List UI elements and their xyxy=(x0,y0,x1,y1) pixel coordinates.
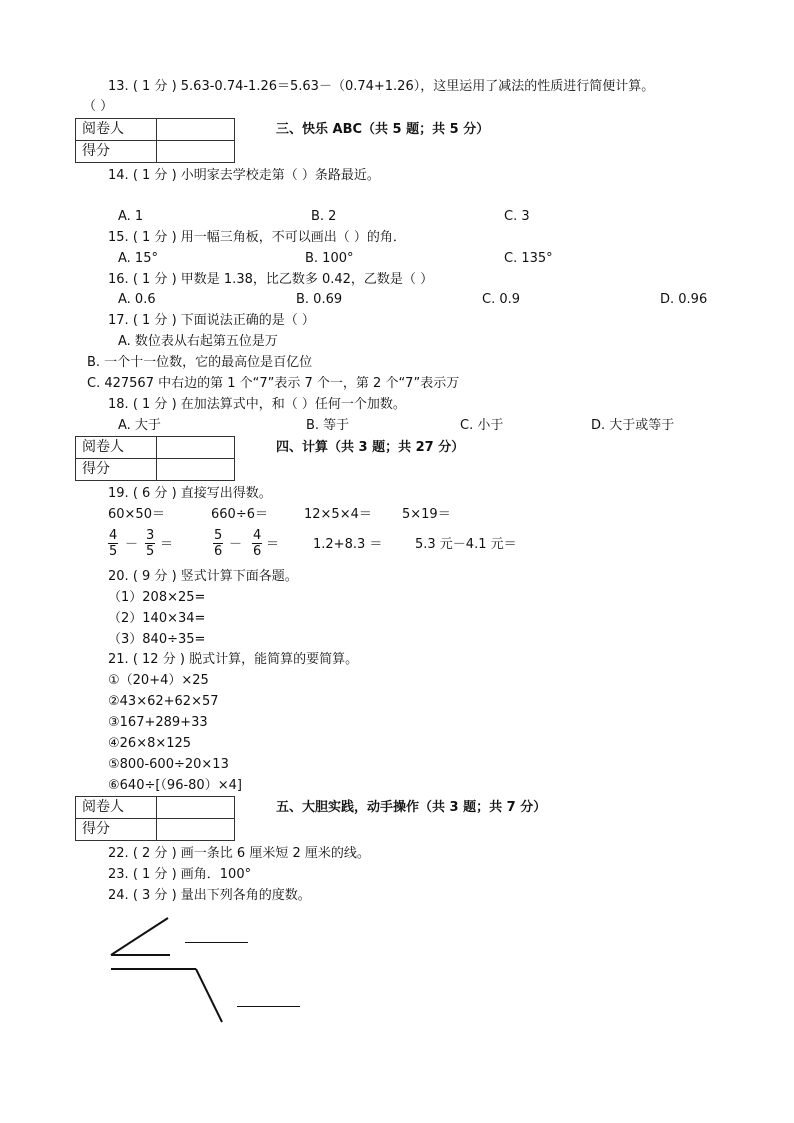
question-18 xyxy=(108,396,406,414)
option-c: C. 427567 中右边的第 1 个“7”表示 7 个一，第 2 个“7”表示万 xyxy=(87,376,460,391)
question-text: 小明家去学校走第（ ）条路最近。 xyxy=(180,168,380,183)
grader-table xyxy=(75,436,235,481)
question-17 xyxy=(108,312,315,330)
calc-item: 660÷6＝ xyxy=(211,507,268,522)
calc-item: ①（20+4）×25 xyxy=(108,673,209,688)
calc-item: ⑤800-600÷20×13 xyxy=(108,757,229,772)
reviewer-label: 阅卷人 xyxy=(76,437,157,459)
score-label: 得分 xyxy=(76,141,157,163)
calc-item: 5×19＝ xyxy=(402,507,451,522)
question-number: 22. xyxy=(108,846,129,861)
question-number: 19. xyxy=(108,486,129,501)
question-score: ( 1 分 ) xyxy=(132,168,177,183)
question-13 xyxy=(108,78,654,96)
question-text: 量出下列各角的度数。 xyxy=(180,888,311,903)
question-score: ( 3 分 ) xyxy=(132,888,177,903)
denominator: 5 xyxy=(146,544,155,559)
reviewer-field[interactable] xyxy=(157,119,235,141)
question-15 xyxy=(108,229,406,247)
question-number: 24. xyxy=(108,888,129,903)
question-14 xyxy=(108,167,380,185)
question-score: ( 1 分 ) xyxy=(132,313,177,328)
equals-sign: ＝ xyxy=(160,537,174,552)
section-title: 三、快乐 ABC（共 5 题；共 5 分） xyxy=(276,122,490,137)
option-d: D. 0.96 xyxy=(660,292,708,307)
fraction xyxy=(108,528,118,559)
question-text: 下面说法正确的是（ ） xyxy=(180,313,315,328)
question-19 xyxy=(108,485,272,503)
question-score: ( 1 分 ) xyxy=(132,867,177,882)
question-text: 直接写出得数。 xyxy=(180,486,272,501)
option-b: B. 等于 xyxy=(306,418,350,433)
question-number: 14. xyxy=(108,168,129,183)
question-text: 画角．100° xyxy=(180,867,252,882)
denominator: 5 xyxy=(109,544,118,559)
calc-item: 12×5×4＝ xyxy=(304,507,372,522)
question-number: 13. xyxy=(108,79,129,94)
answer-blank[interactable] xyxy=(185,942,248,943)
question-text: 用一幅三角板，不可以画出（ ）的角． xyxy=(180,230,406,245)
option-d: D. 大于或等于 xyxy=(591,418,675,433)
question-score: ( 6 分 ) xyxy=(132,486,177,501)
question-number: 17. xyxy=(108,313,129,328)
score-label: 得分 xyxy=(76,819,157,841)
reviewer-label: 阅卷人 xyxy=(76,797,157,819)
question-score: ( 1 分 ) xyxy=(132,397,177,412)
option-a: A. 15° xyxy=(118,251,158,266)
question-score: ( 12 分 ) xyxy=(132,652,185,667)
question-21 xyxy=(108,651,358,669)
calc-item: 1.2+8.3 ＝ xyxy=(313,537,383,552)
option-a: A. 数位表从右起第五位是万 xyxy=(118,334,278,349)
section-title: 四、计算（共 3 题；共 27 分） xyxy=(276,440,465,455)
score-field[interactable] xyxy=(157,459,235,481)
score-label: 得分 xyxy=(76,459,157,481)
option-c: C. 3 xyxy=(504,209,530,224)
fraction xyxy=(213,528,223,559)
question-20 xyxy=(108,568,298,586)
option-c: C. 小于 xyxy=(460,418,504,433)
question-text: 脱式计算，能简算的要简算。 xyxy=(189,652,359,667)
fraction xyxy=(145,528,155,559)
equals-sign: ＝ xyxy=(266,537,280,552)
question-16 xyxy=(108,271,433,289)
section-title: 五、大胆实践，动手操作（共 3 题；共 7 分） xyxy=(276,800,547,815)
option-a: A. 1 xyxy=(118,209,144,224)
question-text: 画一条比 6 厘米短 2 厘米的线。 xyxy=(180,846,370,861)
option-a: A. 0.6 xyxy=(118,292,156,307)
angle-figures xyxy=(100,910,320,1030)
calc-item: （1）208×25= xyxy=(108,590,206,605)
question-text: 甲数是 1.38，比乙数多 0.42，乙数是（ ） xyxy=(180,272,434,287)
calc-item: （2）140×34= xyxy=(108,611,206,626)
question-text: 竖式计算下面各题。 xyxy=(180,569,298,584)
question-number: 23. xyxy=(108,867,129,882)
numerator: 4 xyxy=(253,528,262,543)
calc-item: ③167+289+33 xyxy=(108,715,208,730)
calc-item: （3）840÷35= xyxy=(108,632,206,647)
option-c: C. 135° xyxy=(504,251,553,266)
question-score: ( 2 分 ) xyxy=(132,846,177,861)
question-text: 5.63-0.74-1.26＝5.63－（0.74+1.26），这里运用了减法的性质进行简便计算。 xyxy=(180,79,655,94)
score-field[interactable] xyxy=(157,819,235,841)
angle-2 xyxy=(111,969,222,1022)
minus-sign: － xyxy=(229,537,243,552)
denominator: 6 xyxy=(214,544,223,559)
numerator: 3 xyxy=(146,528,155,543)
question-22 xyxy=(108,845,370,863)
question-number: 20. xyxy=(108,569,129,584)
option-b: B. 2 xyxy=(311,209,337,224)
reviewer-field[interactable] xyxy=(157,437,235,459)
question-number: 21. xyxy=(108,652,129,667)
question-score: ( 1 分 ) xyxy=(132,272,177,287)
answer-paren: （ ） xyxy=(83,99,114,114)
option-b: B. 0.69 xyxy=(296,292,343,307)
score-field[interactable] xyxy=(157,141,235,163)
option-c: C. 0.9 xyxy=(482,292,521,307)
question-24 xyxy=(108,887,311,905)
question-number: 16. xyxy=(108,272,129,287)
question-score: ( 1 分 ) xyxy=(132,230,177,245)
calc-item: 60×50＝ xyxy=(108,507,165,522)
option-b: B. 100° xyxy=(305,251,354,266)
angle-1 xyxy=(111,918,170,955)
option-a: A. 大于 xyxy=(118,418,161,433)
answer-blank[interactable] xyxy=(237,1006,300,1007)
question-23 xyxy=(108,866,251,884)
numerator: 4 xyxy=(109,528,118,543)
grader-table xyxy=(75,796,235,841)
reviewer-label: 阅卷人 xyxy=(76,119,157,141)
minus-sign: － xyxy=(125,537,139,552)
calc-item: 5.3 元－4.1 元＝ xyxy=(415,537,517,552)
question-number: 15. xyxy=(108,230,129,245)
reviewer-field[interactable] xyxy=(157,797,235,819)
calc-item: ④26×8×125 xyxy=(108,736,192,751)
grader-table xyxy=(75,118,235,163)
numerator: 5 xyxy=(214,528,223,543)
option-b: B. 一个十一位数，它的最高位是百亿位 xyxy=(87,355,313,370)
question-text: 在加法算式中，和（ ）任何一个加数。 xyxy=(180,397,406,412)
fraction xyxy=(252,528,262,559)
denominator: 6 xyxy=(253,544,262,559)
question-score: ( 9 分 ) xyxy=(132,569,177,584)
question-score: ( 1 分 ) xyxy=(132,79,177,94)
calc-item: ⑥640÷[（96-80）×4] xyxy=(108,778,242,793)
question-number: 18. xyxy=(108,397,129,412)
calc-item: ②43×62+62×57 xyxy=(108,694,219,709)
